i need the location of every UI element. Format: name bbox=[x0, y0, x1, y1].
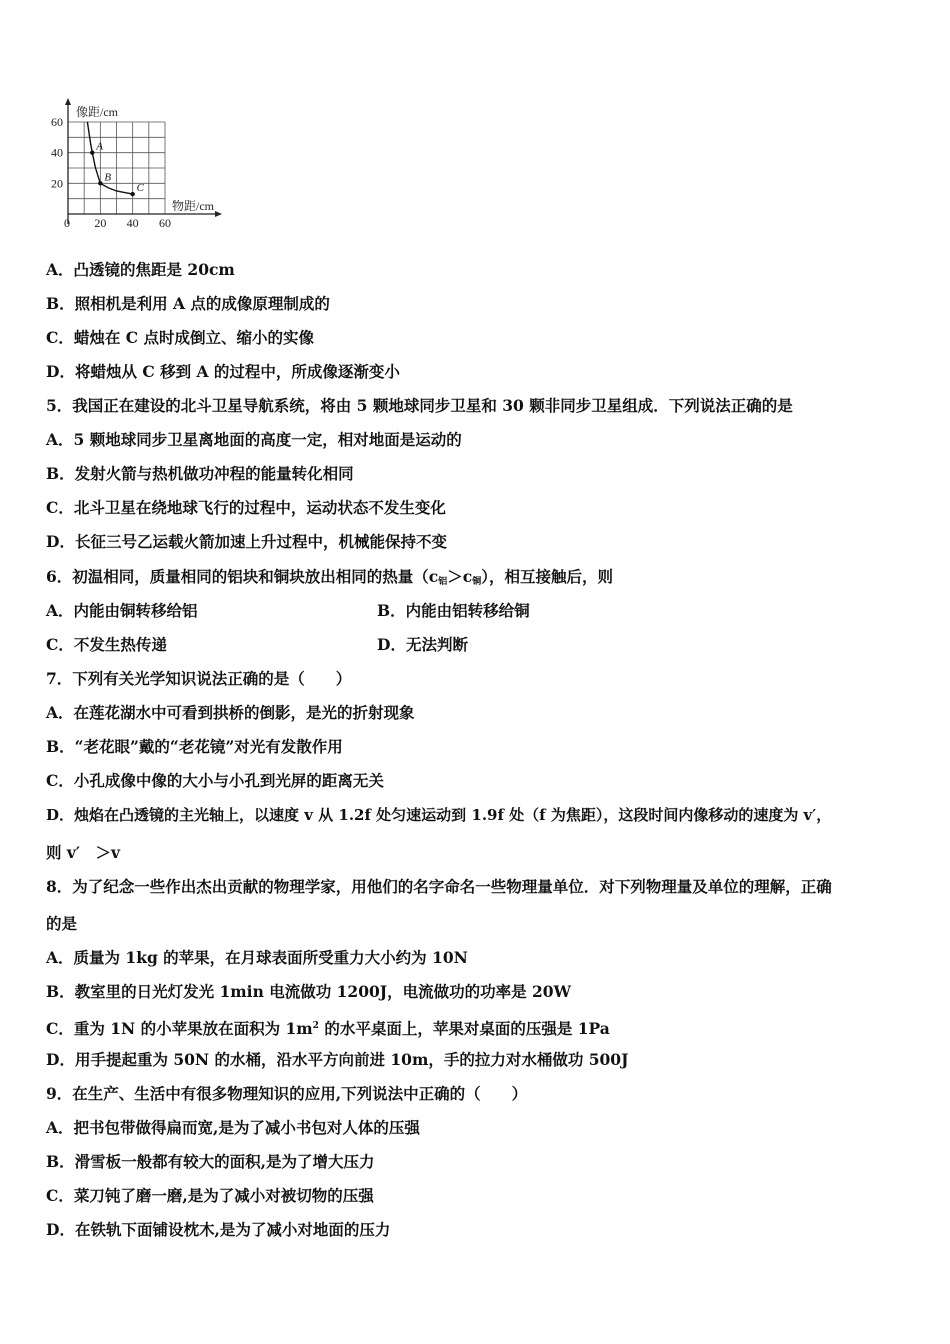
q9-option-d: D．在铁轨下面铺设枕木,是为了减小对地面的压力 bbox=[46, 1220, 391, 1239]
data-point-c bbox=[130, 192, 134, 196]
q9-option-b: B．滑雪板一般都有较大的面积,是为了增大压力 bbox=[46, 1152, 375, 1171]
q6-option-c: C．不发生热传递 bbox=[46, 635, 167, 654]
graph-points bbox=[90, 141, 145, 197]
data-point-a bbox=[90, 150, 94, 154]
q8-option-c-sup: 2 bbox=[312, 1021, 319, 1031]
y-axis-label: 像距/cm bbox=[76, 105, 118, 119]
q7-option-c: C．小孔成像中像的大小与小孔到光屏的距离无关 bbox=[46, 771, 384, 790]
x-tick-label: 20 bbox=[94, 216, 107, 230]
q6-option-b: B．内能由铝转移给铜 bbox=[377, 601, 530, 620]
x-axis-label: 物距/cm bbox=[172, 199, 214, 213]
q5-option-a: A．5 颗地球同步卫星离地面的高度一定，相对地面是运动的 bbox=[46, 430, 462, 449]
y-axis-arrow bbox=[65, 98, 71, 105]
point-label-c: C bbox=[136, 182, 145, 195]
q7-stem: 7．下列有关光学知识说法正确的是（ ） bbox=[46, 669, 352, 688]
data-point-b bbox=[98, 181, 102, 185]
point-label-a: A bbox=[96, 140, 103, 153]
q8-option-c-part: 的水平桌面上，苹果对桌面的压强是 1Pa bbox=[318, 1019, 610, 1038]
q5-stem: 5．我国正在建设的北斗卫星导航系统，将由 5 颗地球同步卫星和 30 颗非同步卫星组成．下列说法正确的是 bbox=[46, 396, 793, 415]
q9-option-c: C．菜刀钝了磨一磨,是为了减小对被切物的压强 bbox=[46, 1186, 374, 1205]
q5-option-c: C．北斗卫星在绕地球飞行的过程中，运动状态不发生变化 bbox=[46, 498, 446, 517]
y-tick-label: 20 bbox=[51, 176, 63, 191]
q6-stem-part: ），相互接触后，则 bbox=[481, 567, 613, 586]
q5-option-d: D．长征三号乙运载火箭加速上升过程中，机械能保持不变 bbox=[46, 532, 447, 551]
q4-option-b: B．照相机是利用 A 点的成像原理制成的 bbox=[46, 294, 330, 313]
q8-option-b: B．教室里的日光灯发光 1min 电流做功 1200J，电流做功的功率是 20W bbox=[46, 982, 571, 1001]
y-tick-label: 40 bbox=[51, 145, 63, 160]
q6-option-a: A．内能由铜转移给铝 bbox=[46, 601, 198, 620]
x-tick-label: 0 bbox=[64, 216, 70, 230]
q6-option-d: D．无法判断 bbox=[377, 635, 468, 654]
q8-option-c-part: C．重为 1N 的小苹果放在面积为 1m bbox=[46, 1019, 313, 1038]
q6-sub-cu: 铜 bbox=[472, 577, 482, 587]
q4-option-d: D．将蜡烛从 C 移到 A 的过程中，所成像逐渐变小 bbox=[46, 362, 400, 381]
graph-grid bbox=[68, 122, 165, 214]
q8-option-d: D．用手提起重为 50N 的水桶，沿水平方向前进 10m，手的拉力对水桶做功 500J bbox=[46, 1050, 629, 1069]
q7-option-b: B．“老花眼”戴的“老花镜”对光有发散作用 bbox=[46, 737, 343, 756]
q8-stem-line2: 的是 bbox=[46, 914, 78, 933]
q7-option-d-line1: D．烛焰在凸透镜的主光轴上，以速度 v 从 1.2f 处匀速运动到 1.9f 处（f 为焦距），这段时间内像移动的速度为 v′， bbox=[46, 806, 832, 824]
q9-stem: 9．在生产、生活中有很多物理知识的应用,下列说法中正确的（ ） bbox=[46, 1084, 528, 1103]
q7-option-d-line2: 则 v′ ＞v bbox=[46, 843, 120, 862]
x-tick-label: 60 bbox=[159, 216, 171, 230]
point-label-b: B bbox=[104, 171, 112, 184]
q8-option-c bbox=[46, 1015, 610, 1040]
q7-option-a: A．在莲花湖水中可看到拱桥的倒影，是光的折射现象 bbox=[46, 703, 415, 722]
q4-option-a: A．凸透镜的焦距是 20cm bbox=[46, 260, 235, 279]
x-tick-label: 40 bbox=[126, 216, 139, 230]
y-tick-label: 60 bbox=[51, 115, 63, 129]
q9-option-a: A．把书包带做得扁而宽,是为了减小书包对人体的压强 bbox=[46, 1118, 420, 1137]
q6-stem-part: 6．初温相同，质量相同的铝块和铜块放出相同的热量（c bbox=[46, 567, 439, 586]
q6-stem-part: ＞c bbox=[447, 567, 473, 586]
q6-stem bbox=[46, 566, 613, 593]
q8-option-a: A．质量为 1kg 的苹果，在月球表面所受重力大小约为 10N bbox=[46, 948, 468, 967]
x-axis-arrow bbox=[215, 211, 222, 217]
q8-stem-line1: 8．为了纪念一些作出杰出贡献的物理学家，用他们的名字命名一些物理量单位．对下列物理量及单位的理解，正确 bbox=[46, 877, 832, 896]
q5-option-b: B．发射火箭与热机做功冲程的能量转化相同 bbox=[46, 464, 354, 483]
q4-option-c: C．蜡烛在 C 点时成倒立、缩小的实像 bbox=[46, 328, 314, 347]
image-distance-graph bbox=[40, 96, 240, 236]
q6-sub-al: 铝 bbox=[438, 577, 448, 587]
